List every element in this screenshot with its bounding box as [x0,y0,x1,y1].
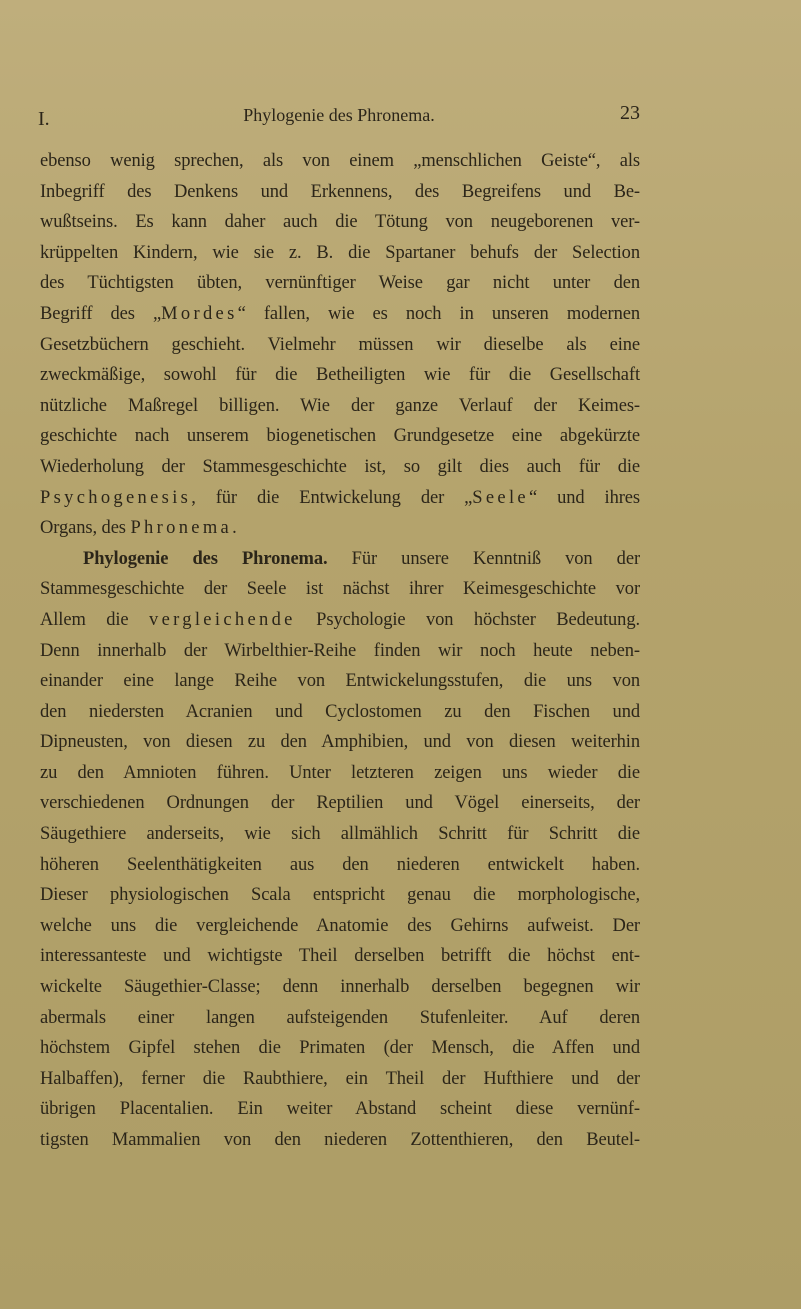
text-run: höchstem Gipfel stehen die Primaten (der Mensch, die Affen und [40,1038,640,1059]
text-line [40,1094,640,1125]
text-line [40,360,640,391]
text-run: tigsten Mammalien von den niederen Zottenthieren, den Beutel- [40,1130,640,1150]
text-run: geschichte nach unserem biogenetischen Grundgesetze eine abgekürzte [40,426,640,447]
text-run: Wiederholung der Stammesgeschichte ist, so gilt dies auch für die [40,456,640,477]
running-header [38,100,640,130]
text-line [40,268,640,299]
text-run: abermals einer langen aufsteigenden Stufenleiter. Auf deren [40,1007,640,1028]
text-run: Begriff des „ [40,303,162,324]
text-run: nützliche Maßregel billigen. Wie der ganze Verlauf der Keimes- [40,395,640,416]
text-run: . [232,518,237,539]
emphasized-word: Seele [472,487,529,508]
text-run: Organs, des [40,518,131,539]
text-run: Gesetzbüchern geschieht. Vielmehr müssen wir dieselbe als eine [40,334,640,355]
text-run: zweckmäßige, sowohl für die Betheiligten wie für die Gesellschaft [40,365,640,386]
text-line [40,666,640,697]
text-run: Für unsere Kenntniß von der [327,548,641,569]
text-line [40,788,640,819]
text-run: Säugethiere anderseits, wie sich allmählich Schritt für Schritt die [40,824,640,845]
text-line [40,941,640,972]
text-line [40,758,640,789]
emphasized-word: Psychogenesis [40,487,192,508]
text-run: ebenso wenig sprechen, als von einem „menschlichen Geiste“, als [40,151,640,171]
text-run: krüppelten Kindern, wie sie z. B. die Spartaner behufs der Selection [40,242,640,263]
chapter-number: I. [38,108,50,130]
page-number: 23 [620,102,640,124]
text-line [40,1064,640,1095]
text-run: Dieser physiologischen Scala entspricht genau die morphologische, [40,885,640,906]
text-line [40,880,640,911]
text-line [40,850,640,881]
text-line [40,636,640,667]
text-line [40,391,640,422]
text-run: “ und ihres [528,487,640,508]
text-line [40,146,640,177]
text-line [40,819,640,850]
text-run: zu den Amnioten führen. Unter letzteren zeigen uns wieder die [40,762,640,783]
section-heading: Phylogenie des Phronema. [83,548,328,569]
body-text [40,146,640,1156]
text-line [40,207,640,238]
text-run: Denn innerhalb der Wirbelthier-Reihe finden wir noch heute neben- [40,640,640,661]
text-line [40,421,640,452]
text-run: wußtseins. Es kann daher auch die Tötung von neugeborenen ver- [40,212,640,233]
section-heading-line [40,544,640,575]
text-line [40,972,640,1003]
text-run: Halbaffen), ferner die Raubthiere, ein Theil der Hufthiere und der [40,1068,640,1089]
text-run: wickelte Säugethier-Classe; denn innerhalb derselben begegnen wir [40,977,640,998]
text-line [40,299,640,330]
text-line [40,238,640,269]
emphasized-word: Mordes [161,303,238,324]
text-line [40,911,640,942]
emphasized-word: vergleichende [148,609,296,630]
text-line [40,177,640,208]
text-run: einander eine lange Reihe von Entwickelungsstufen, die uns von [40,671,640,692]
text-run: Stammesgeschichte der Seele ist nächst ihrer Keimesgeschichte vor [40,579,640,600]
text-run: verschiedenen Ordnungen der Reptilien und Vögel einerseits, der [40,793,640,814]
text-line [40,1033,640,1064]
text-run: , für die Entwickelung der „ [191,487,473,508]
text-line [40,1003,640,1034]
text-line [40,697,640,728]
text-line [40,513,640,544]
text-run: Dipneusten, von diesen zu den Amphibien, und von diesen weiterhin [40,732,640,753]
text-line [40,1125,640,1156]
text-line [40,330,640,361]
text-line [40,574,640,605]
text-run: den niedersten Acranien und Cyclostomen zu den Fischen und [40,701,640,722]
text-run: Psychologie von höchster Bedeutung. [295,609,640,630]
text-line [40,483,640,514]
text-run: welche uns die vergleichende Anatomie des Gehirns aufweist. Der [40,915,640,936]
text-line [40,605,640,636]
text-run: “ fallen, wie es noch in unseren modernen [237,303,640,324]
text-line [40,727,640,758]
text-run: Inbegriff des Denkens und Erkennens, des Begreifens und Be- [40,181,640,202]
text-run: interessanteste und wichtigste Theil derselben betrifft die höchst ent- [40,946,640,967]
text-line [40,452,640,483]
text-run: Allem die [40,609,149,630]
text-run: übrigen Placentalien. Ein weiter Abstand scheint diese vernünf- [40,1099,640,1120]
text-run: höheren Seelenthätigkeiten aus den niederen entwickelt haben. [40,854,640,875]
text-run: des Tüchtigsten übten, vernünftiger Weise gar nicht unter den [40,273,640,294]
running-title: Phylogenie des Phronema. [243,105,435,125]
emphasized-word: Phronema [130,518,233,539]
